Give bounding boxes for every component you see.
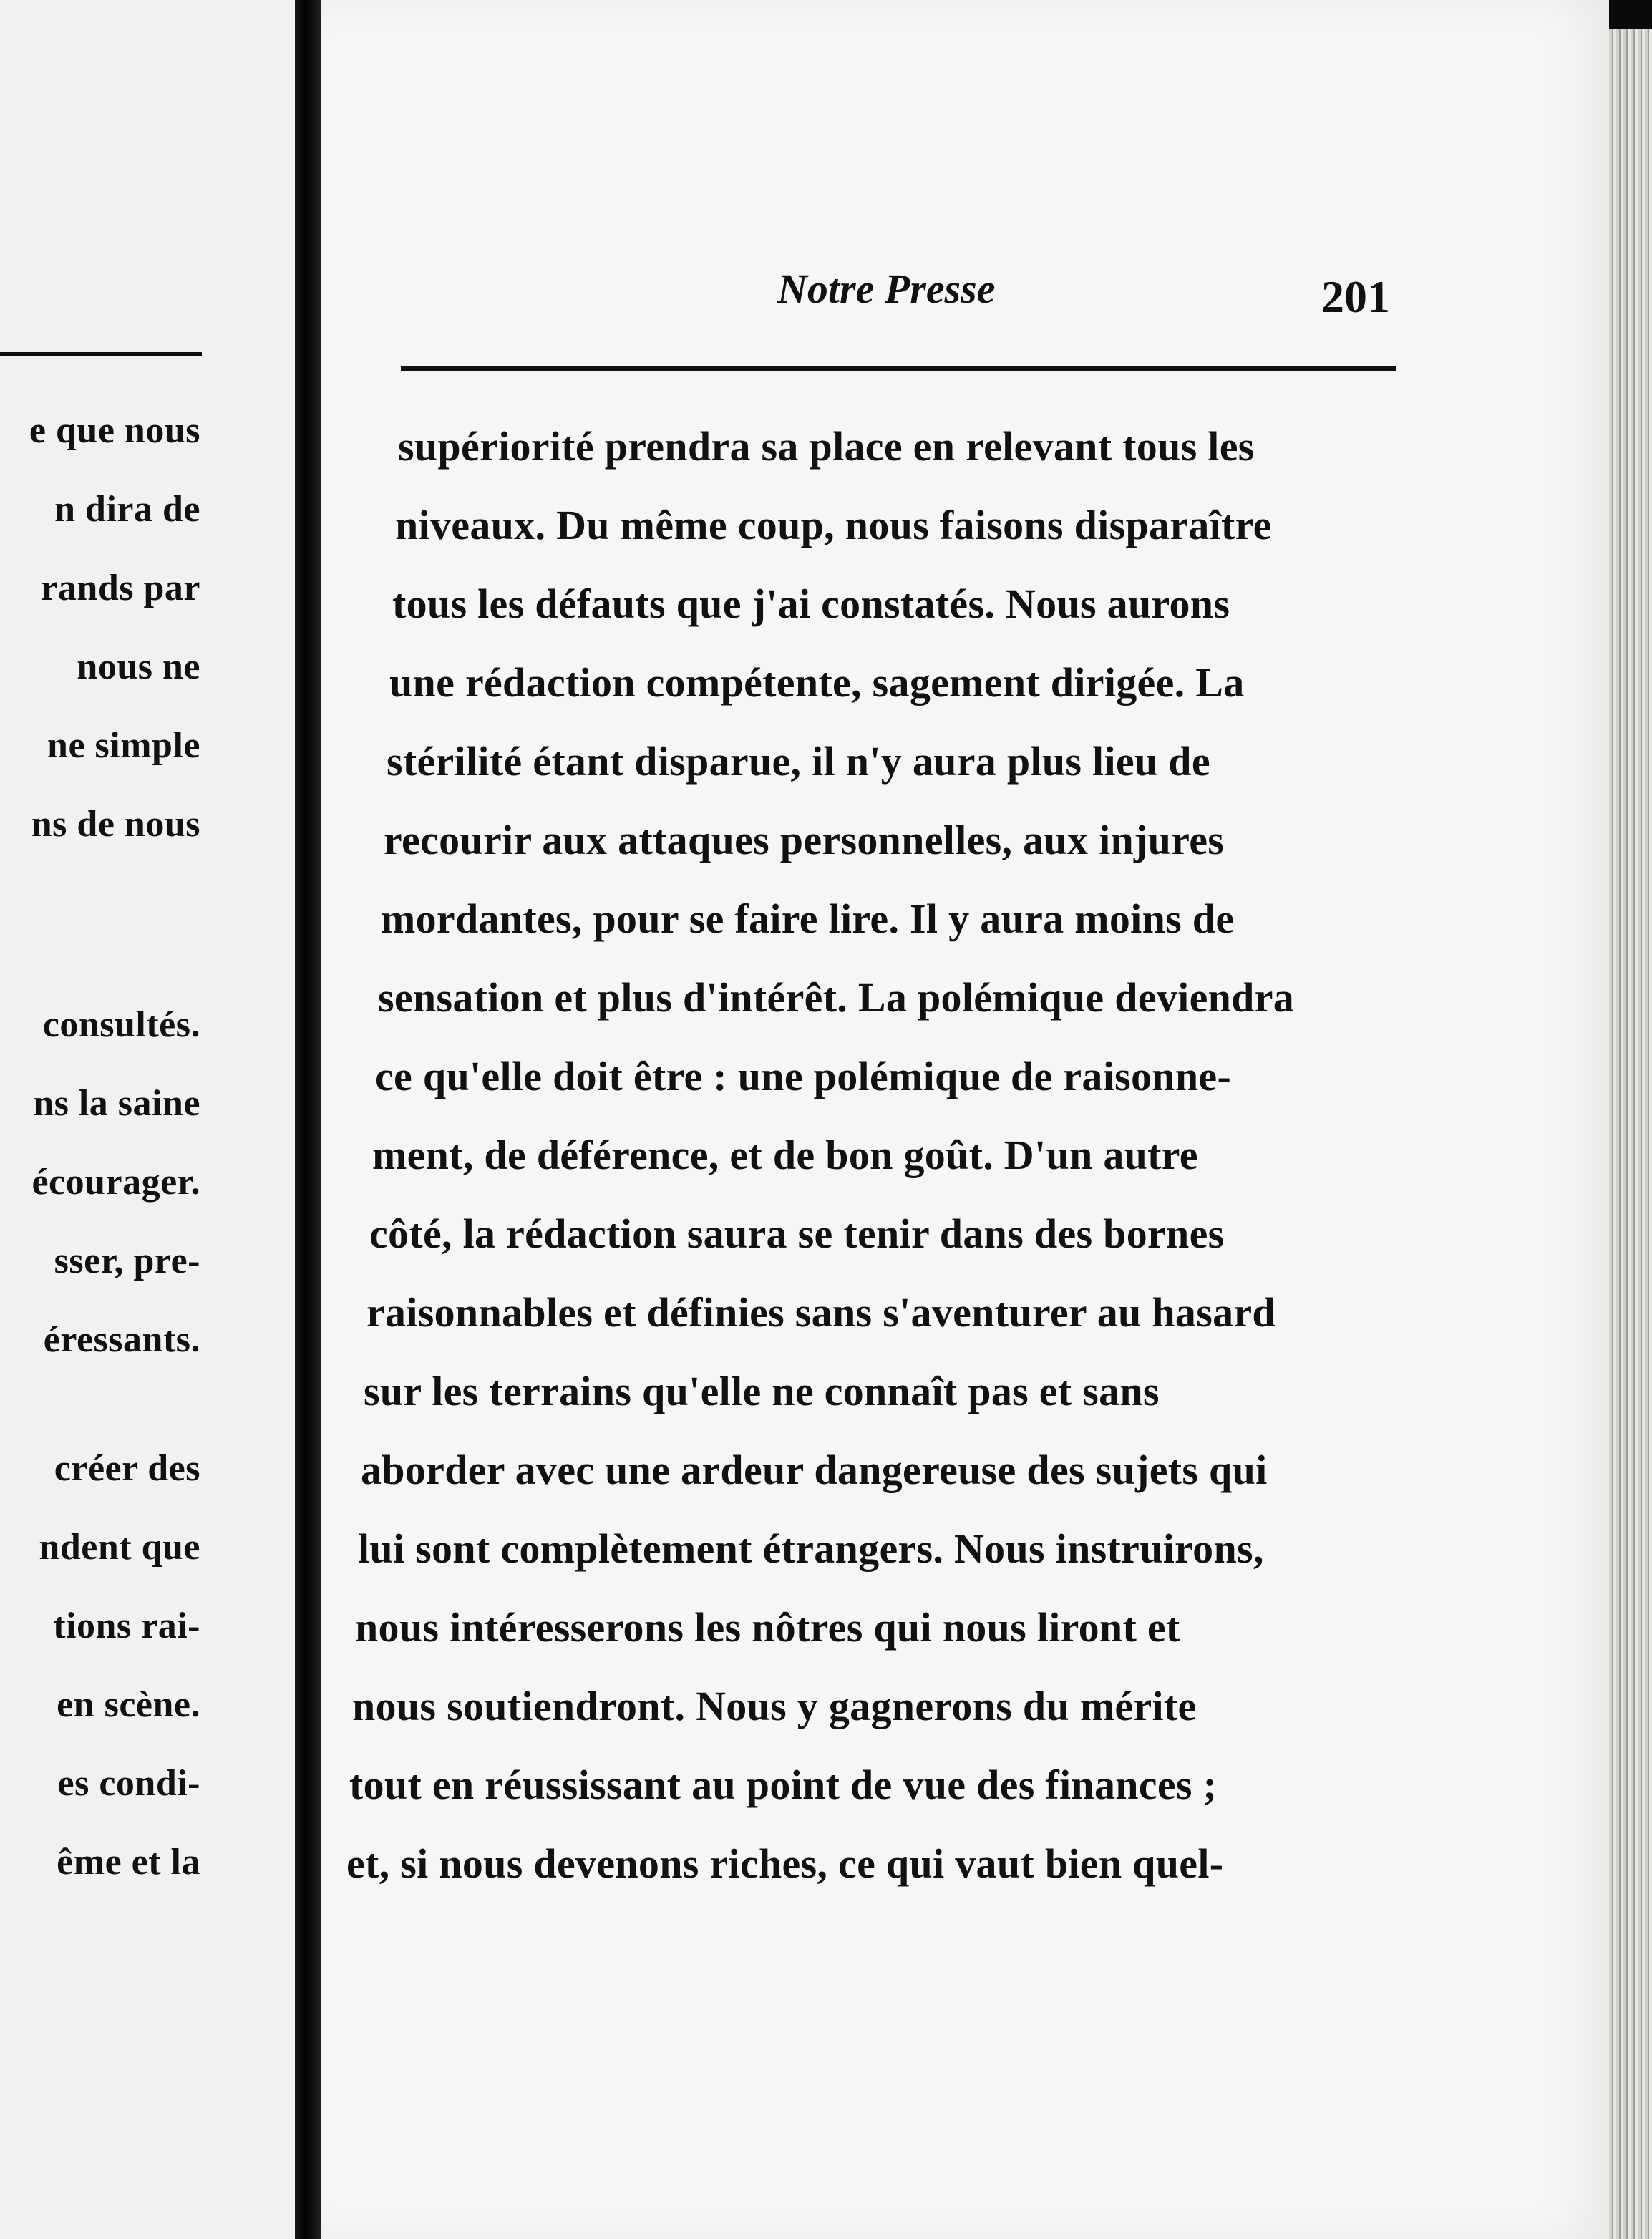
running-head: Notre Presse — [777, 266, 996, 312]
body-text-line: nous intéresserons les nôtres qui nous liront et — [355, 1604, 1180, 1651]
left-text-line: es condi- — [57, 1763, 200, 1804]
body-text-line: tous les défauts que j'ai constatés. Nous aurons — [392, 581, 1230, 627]
body-text-line: raisonnables et définies sans s'aventurer au hasard — [366, 1289, 1276, 1336]
body-text-line: lui sont complètement étrangers. Nous instruirons, — [358, 1525, 1264, 1572]
page-number: 201 — [1321, 271, 1390, 322]
body-text-line: une rédaction compétente, sagement dirigée. La — [389, 659, 1245, 706]
left-text-line: en scène. — [57, 1684, 200, 1725]
body-text-line: stérilité étant disparue, il n'y aura plus lieu de — [387, 738, 1210, 785]
body-text-line: côté, la rédaction saura se tenir dans des bornes — [369, 1210, 1225, 1257]
body-text-line: sensation et plus d'intérêt. La polémique deviendra — [378, 974, 1295, 1021]
body-text-line: supériorité prendra sa place en relevant tous les — [398, 423, 1255, 470]
left-text-line: e que nous — [29, 410, 200, 451]
body-text-line: recourir aux attaques personnelles, aux injures — [384, 817, 1225, 863]
left-text-line: écourager. — [31, 1162, 200, 1203]
body-text-line: nous soutiendront. Nous y gagnerons du mérite — [352, 1683, 1197, 1729]
header-rule — [401, 366, 1396, 371]
page-edges — [1609, 29, 1652, 2239]
left-text-line: sser, pre- — [54, 1240, 200, 1281]
left-text-line: créer des — [54, 1448, 200, 1489]
left-text-line: rands par — [41, 568, 200, 608]
book-gutter — [295, 0, 321, 2239]
right-page — [321, 0, 1609, 2239]
body-text-line: aborder avec une ardeur dangereuse des sujets qui — [361, 1447, 1268, 1493]
left-text-line: n dira de — [54, 489, 200, 530]
left-text-line: consultés. — [42, 1004, 200, 1045]
left-text-line: ême et la — [57, 1842, 200, 1883]
left-text-line: nous ne — [77, 646, 200, 687]
body-text-line: niveaux. Du même coup, nous faisons disparaître — [395, 502, 1272, 548]
body-text-line: sur les terrains qu'elle ne connaît pas et sans — [364, 1368, 1160, 1414]
body-text-line: ment, de déférence, et de bon goût. D'un autre — [372, 1132, 1198, 1178]
left-header-rule — [0, 352, 202, 356]
left-text-line: éressants. — [43, 1319, 200, 1360]
left-text-line: ne simple — [47, 725, 200, 766]
left-text-line: ndent que — [39, 1527, 200, 1568]
body-text-line: tout en réussissant au point de vue des finances ; — [349, 1762, 1218, 1808]
body-text-line: et, si nous devenons riches, ce qui vaut bien quel- — [346, 1840, 1224, 1887]
body-text-line: ce qu'elle doit être : une polémique de raisonne- — [375, 1053, 1232, 1099]
body-text-line: mordantes, pour se faire lire. Il y aura moins de — [381, 895, 1235, 942]
left-text-line: ns la saine — [33, 1083, 200, 1124]
left-text-line: tions rai- — [53, 1606, 200, 1646]
left-text-line: ns de nous — [31, 804, 200, 845]
left-facing-page — [0, 0, 295, 2239]
